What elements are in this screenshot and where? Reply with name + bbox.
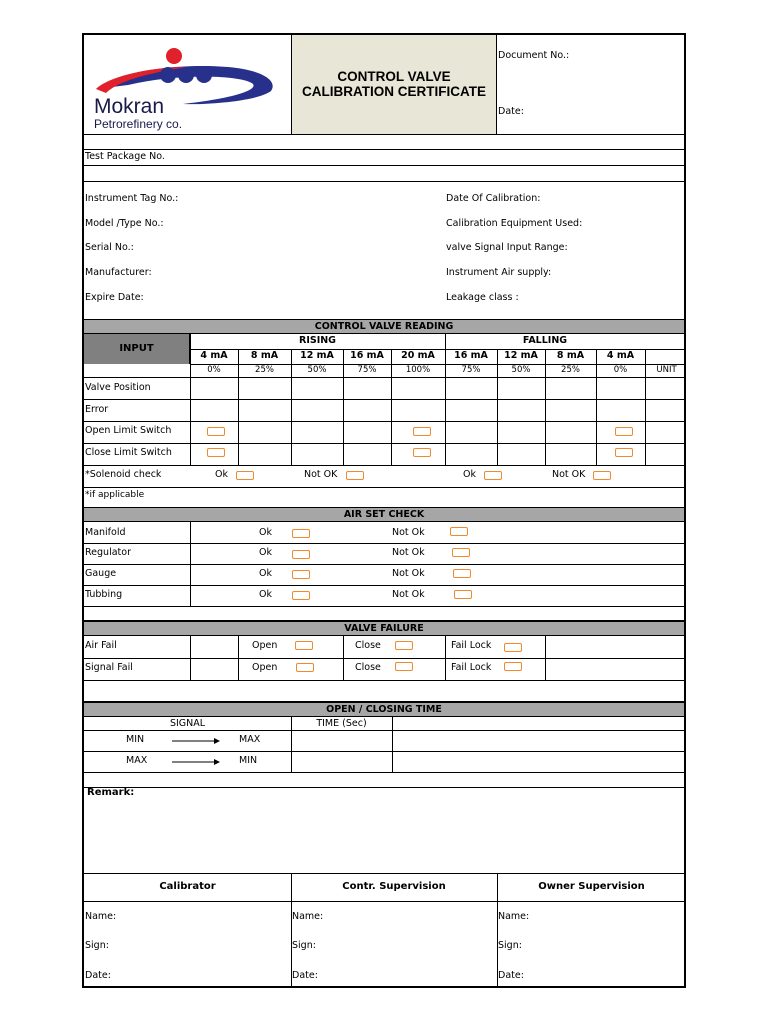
open-limit-switch-label: Open Limit Switch — [85, 425, 172, 436]
regulator-ok-label: Ok — [259, 547, 272, 558]
gauge-ok-checkbox[interactable] — [292, 570, 310, 579]
air-fail-close-checkbox[interactable] — [395, 641, 413, 650]
title-box — [291, 35, 497, 134]
signal-fail-open-label: Open — [252, 662, 278, 673]
open-limit-0pct-falling-checkbox[interactable] — [615, 427, 633, 436]
valve-failure-header: VALVE FAILURE — [84, 621, 684, 636]
certificate-title-line1: CONTROL VALVE — [337, 69, 451, 84]
unit-label: UNIT — [656, 365, 677, 375]
ma-7: 8 mA — [556, 350, 585, 361]
close-limit-100pct-checkbox[interactable] — [413, 448, 431, 457]
regulator-ok-checkbox[interactable] — [292, 550, 310, 559]
input-label: INPUT — [119, 343, 154, 354]
min-to-max-to: MAX — [239, 734, 261, 745]
contr-sign-label: Sign: — [292, 940, 316, 951]
company-subtitle: Petrorefinery co. — [94, 117, 183, 131]
ma-4: 20 mA — [401, 350, 435, 361]
air-fail-close-label: Close — [355, 640, 381, 651]
close-limit-0pct-checkbox[interactable] — [207, 448, 225, 457]
manufacturer-label: Manufacturer: — [85, 267, 152, 278]
instrument-air-supply-label: Instrument Air supply: — [446, 267, 552, 278]
air-set-check-header: AIR SET CHECK — [84, 507, 684, 522]
ma-3: 16 mA — [350, 350, 384, 361]
close-limit-0pct-falling-checkbox[interactable] — [615, 448, 633, 457]
pct-8: 0% — [613, 365, 628, 375]
company-logo — [88, 37, 288, 131]
expire-date-label: Expire Date: — [85, 292, 144, 303]
ma-1: 8 mA — [250, 350, 279, 361]
rising-label: RISING — [299, 335, 336, 346]
open-limit-0pct-checkbox[interactable] — [207, 427, 225, 436]
ma-6: 12 mA — [504, 350, 538, 361]
pct-1: 25% — [255, 365, 274, 375]
date-of-calibration-label: Date Of Calibration: — [446, 193, 541, 204]
input-header-cell — [84, 334, 190, 364]
solenoid-rising-ok-label: Ok — [215, 469, 228, 480]
solenoid-falling-ok-checkbox[interactable] — [484, 471, 502, 480]
instrument-tag-label: Instrument Tag No.: — [85, 193, 179, 204]
regulator-notok-label: Not Ok — [392, 547, 425, 558]
ma-8: 4 mA — [606, 350, 635, 361]
tubbing-notok-checkbox[interactable] — [454, 590, 472, 599]
remark-area[interactable] — [84, 801, 684, 873]
ma-5: 16 mA — [454, 350, 488, 361]
remark-label: Remark: — [87, 787, 135, 798]
pct-5: 75% — [461, 365, 481, 375]
max-to-min-from: MAX — [126, 755, 148, 766]
solenoid-rising-notok-label: Not OK — [304, 469, 338, 480]
air-fail-lock-checkbox[interactable] — [504, 643, 522, 652]
ma-0: 4 mA — [200, 350, 228, 361]
tubbing-notok-label: Not Ok — [392, 589, 425, 600]
owner-date-label: Date: — [498, 970, 524, 981]
pct-7: 25% — [561, 365, 580, 375]
air-fail-open-checkbox[interactable] — [295, 641, 313, 650]
manifold-notok-label: Not Ok — [392, 527, 425, 538]
leakage-class-label: Leakage class : — [446, 292, 519, 303]
calibrator-sign-label: Sign: — [85, 940, 109, 951]
arrow-right-icon — [172, 737, 220, 745]
manifold-notok-checkbox[interactable] — [450, 527, 468, 536]
pct-3: 75% — [357, 365, 377, 375]
air-fail-lock-label: Fail Lock — [451, 640, 492, 651]
signal-input-range-label: valve Signal Input Range: — [446, 242, 568, 253]
air-fail-open-label: Open — [252, 640, 278, 651]
model-type-label: Model /Type No.: — [85, 218, 164, 229]
manifold-ok-label: Ok — [259, 527, 272, 538]
certificate-title-line2: CALIBRATION CERTIFICATE — [302, 84, 486, 99]
air-fail-label: Air Fail — [85, 640, 117, 651]
solenoid-falling-notok-checkbox[interactable] — [593, 471, 611, 480]
close-limit-switch-label: Close Limit Switch — [85, 447, 172, 458]
max-to-min-to: MIN — [239, 755, 258, 766]
pct-2: 50% — [307, 365, 327, 375]
pct-6: 50% — [511, 365, 531, 375]
signal-fail-lock-label: Fail Lock — [451, 662, 492, 673]
manifold-label: Manifold — [85, 527, 126, 538]
open-limit-100pct-checkbox[interactable] — [413, 427, 431, 436]
calibration-equipment-label: Calibration Equipment Used: — [446, 218, 583, 229]
contr-date-label: Date: — [292, 970, 318, 981]
owner-name-label: Name: — [498, 911, 530, 922]
signal-fail-close-label: Close — [355, 662, 381, 673]
manifold-ok-checkbox[interactable] — [292, 529, 310, 538]
header-date-label: Date: — [498, 106, 524, 117]
solenoid-rising-ok-checkbox[interactable] — [236, 471, 254, 480]
tubbing-ok-label: Ok — [259, 589, 272, 600]
signal-fail-label: Signal Fail — [85, 662, 133, 673]
calibrator-header: Calibrator — [159, 881, 216, 892]
signal-fail-lock-checkbox[interactable] — [504, 662, 522, 671]
calibration-certificate — [82, 33, 686, 988]
calibrator-name-label: Name: — [85, 911, 117, 922]
owner-supervision-header: Owner Supervision — [538, 881, 645, 892]
control-valve-reading-header: CONTROL VALVE READING — [84, 319, 684, 334]
calibrator-date-label: Date: — [85, 970, 111, 981]
signal-fail-close-checkbox[interactable] — [395, 662, 413, 671]
solenoid-check-label: *Solenoid check — [85, 469, 162, 480]
pct-4: 100% — [405, 365, 431, 375]
gauge-label: Gauge — [85, 568, 117, 579]
contr-name-label: Name: — [292, 911, 324, 922]
regulator-label: Regulator — [85, 547, 131, 558]
regulator-notok-checkbox[interactable] — [452, 548, 470, 557]
contr-supervision-header: Contr. Supervision — [342, 881, 446, 892]
error-label: Error — [85, 404, 109, 415]
tubbing-ok-checkbox[interactable] — [292, 591, 310, 600]
open-closing-time-header: OPEN / CLOSING TIME — [84, 702, 684, 717]
test-package-label: Test Package No. — [85, 151, 165, 162]
min-to-max-from: MIN — [126, 734, 145, 745]
solenoid-rising-notok-checkbox[interactable] — [346, 471, 364, 480]
solenoid-falling-ok-label: Ok — [463, 469, 476, 480]
document-no-label: Document No.: — [498, 50, 570, 61]
signal-col-label: SIGNAL — [169, 718, 206, 729]
serial-no-label: Serial No.: — [85, 242, 134, 253]
owner-sign-label: Sign: — [498, 940, 522, 951]
company-name: Mokran — [94, 95, 165, 118]
if-applicable-note: *if applicable — [85, 490, 145, 500]
arrow-right-icon — [172, 758, 220, 766]
solenoid-falling-notok-label: Not OK — [552, 469, 586, 480]
pct-0: 0% — [207, 365, 221, 375]
ma-2: 12 mA — [300, 350, 334, 361]
signal-fail-open-checkbox[interactable] — [296, 663, 314, 672]
gauge-ok-label: Ok — [259, 568, 272, 579]
tubbing-label: Tubbing — [85, 589, 123, 600]
gauge-notok-label: Not Ok — [392, 568, 425, 579]
valve-position-label: Valve Position — [85, 382, 151, 393]
time-sec-col-label: TIME (Sec) — [316, 718, 367, 729]
gauge-notok-checkbox[interactable] — [453, 569, 471, 578]
falling-label: FALLING — [522, 335, 568, 346]
